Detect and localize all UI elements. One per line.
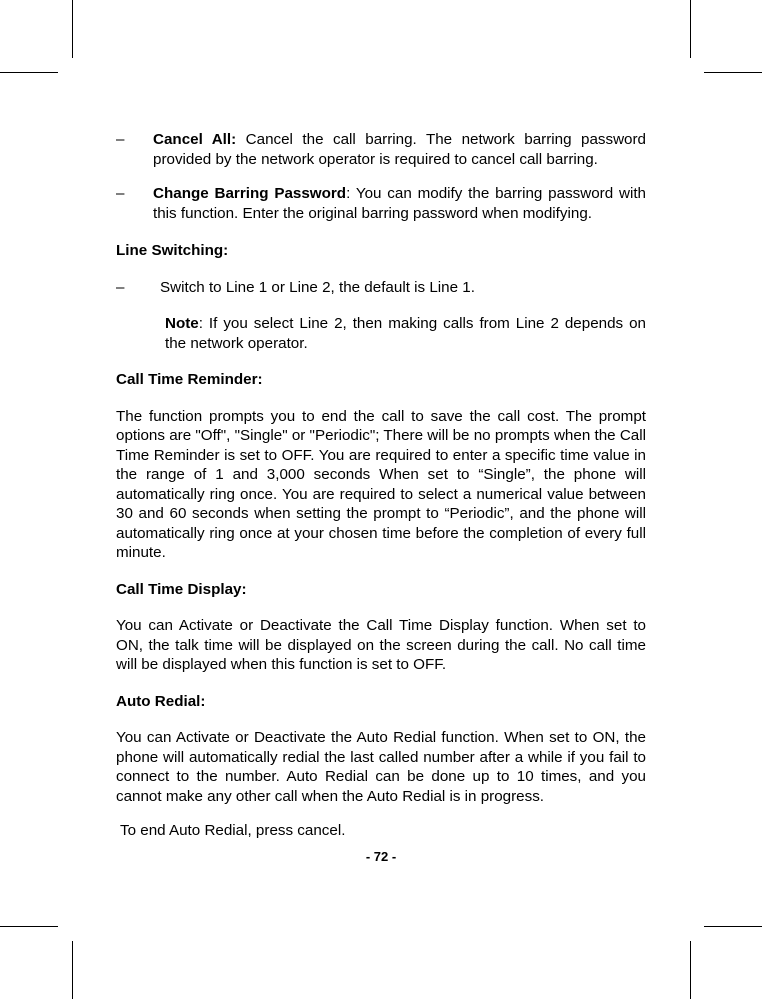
auto-redial-text: You can Activate or Deactivate the Auto Redial function. When set to ON, the phone will automatically redial the last called number after a while if you fail to connect to the number. Auto Redial can be done up to 10 times, and you cannot make any other call when the Auto Redial is in progress. (116, 729, 646, 805)
page-content (116, 130, 646, 841)
bullet-dash: – (116, 185, 125, 202)
auto-redial-end-text: To end Auto Redial, press cancel. (120, 822, 346, 839)
call-time-display-text: You can Activate or Deactivate the Call Time Display function. When set to ON, the talk time will be displayed on the screen during the call. No call time will be displayed when this function is set to OFF. (116, 617, 646, 673)
line-switching-item (116, 278, 646, 298)
line-switching-text: Switch to Line 1 or Line 2, the default is Line 1. (160, 278, 475, 296)
bullet-dash: – (116, 278, 125, 296)
call-time-display-heading: Call Time Display: (116, 580, 247, 598)
page-number: - 72 - (365, 849, 397, 864)
auto-redial-heading: Auto Redial: (116, 692, 206, 710)
cancel-all-text: Cancel the call barring. The network barring password provided by the network operator is required to cancel call barring. (153, 131, 646, 168)
line-switching-heading: Line Switching: (116, 242, 229, 259)
note-text: : If you select Line 2, then making calls from Line 2 depends on the network operator. (165, 315, 646, 352)
crop-mark-bottom-left-horizontal (0, 926, 58, 927)
crop-mark-top-right-vertical (690, 0, 691, 58)
cancel-all-item (116, 130, 646, 169)
call-time-reminder-heading: Call Time Reminder: (116, 371, 263, 388)
bullet-dash: – (116, 131, 125, 148)
crop-mark-bottom-left-vertical (72, 941, 73, 999)
cancel-all-label: Cancel All: (153, 131, 237, 148)
crop-mark-top-left-horizontal (0, 72, 58, 73)
call-time-reminder-text: The function prompts you to end the call to save the call cost. The prompt options are "Off", "Single" or "Periodic"; There will be no prompts when the Call Time Reminder is set to OFF. You are required to enter a specific time value in the range of 1 and 3,000 seconds When set to “Single”, the phone will automatically ring once. You are required to select a numerical value between 30 and 60 seconds when setting the prompt to “Periodic”, and the phone will automatically ring once at your chosen time before the completion of every full minute. (116, 407, 646, 561)
change-password-text: : You can modify the barring password with this function. Enter the original barring password when modifying. (153, 185, 646, 222)
change-password-label: Change Barring Password (153, 185, 347, 202)
crop-mark-bottom-right-vertical (690, 941, 691, 999)
note-label: Note (165, 315, 199, 332)
line-switching-note (116, 314, 646, 353)
change-password-item (116, 184, 646, 223)
crop-mark-bottom-right-horizontal (704, 926, 762, 927)
crop-mark-top-left-vertical (72, 0, 73, 58)
crop-mark-top-right-horizontal (704, 72, 762, 73)
